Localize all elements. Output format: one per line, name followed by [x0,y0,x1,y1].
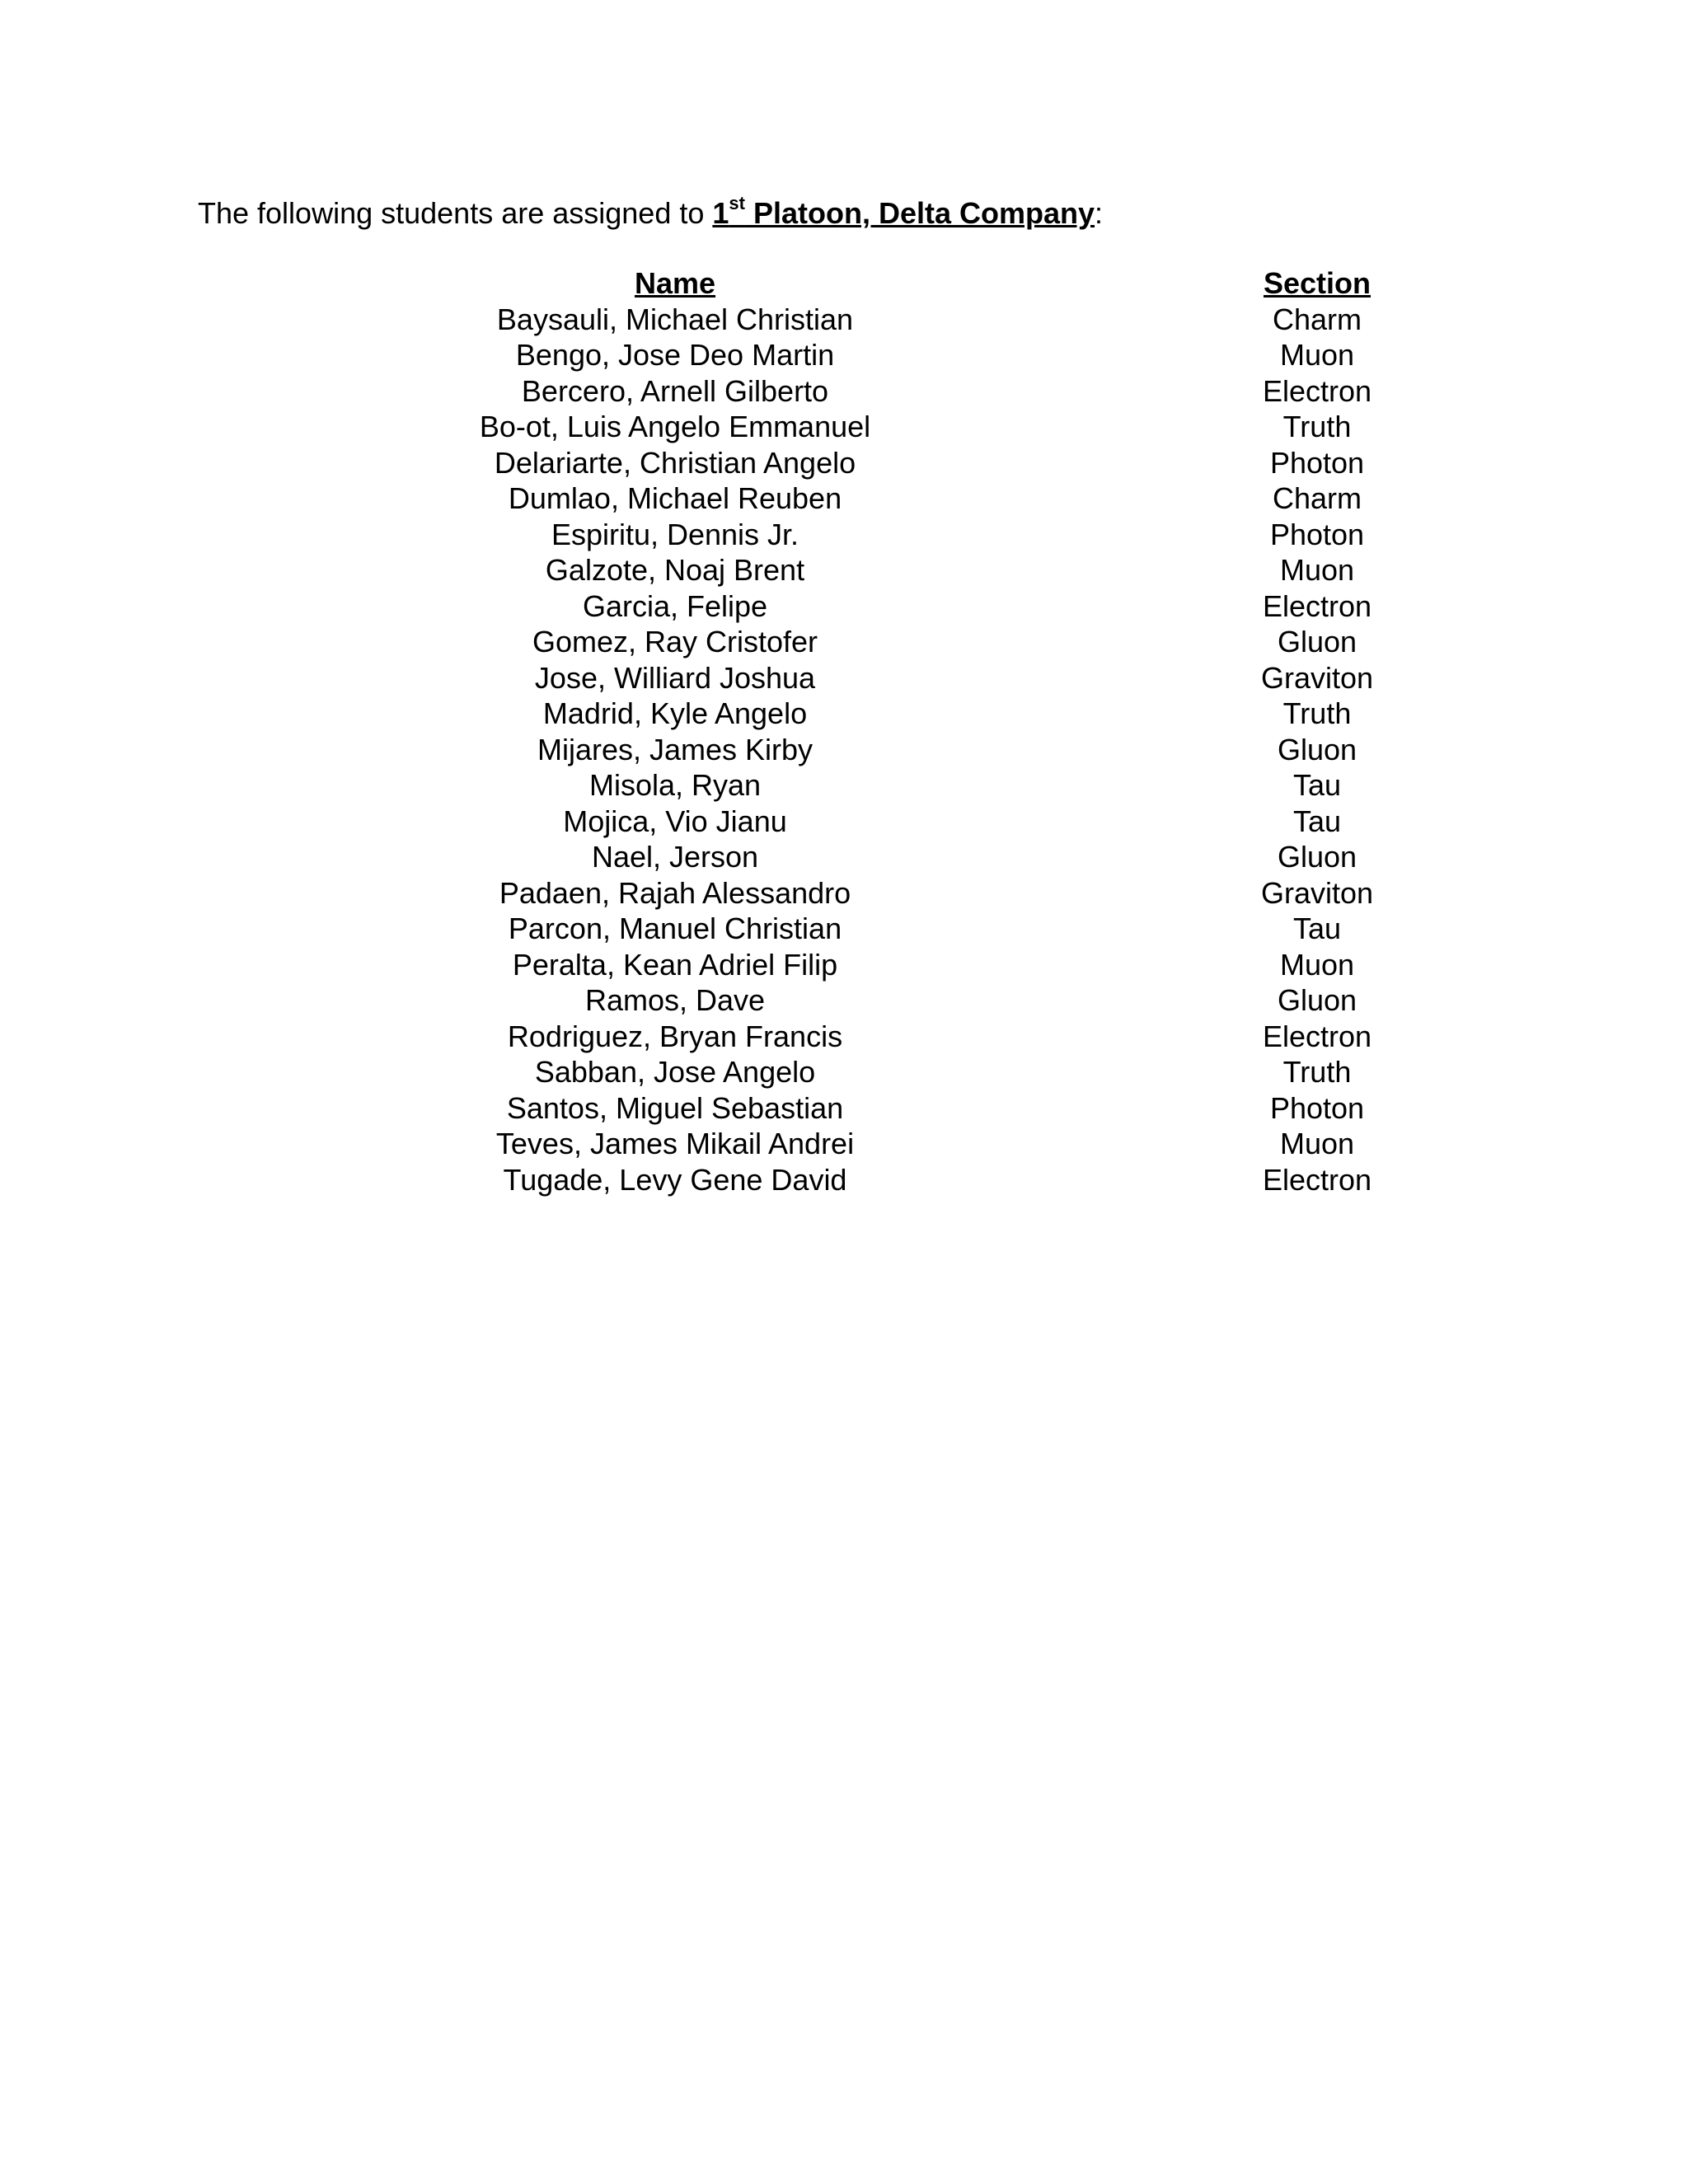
student-name: Santos, Miguel Sebastian [506,1090,844,1125]
roster-row [0,660,1688,696]
student-name: Nael, Jerson [591,840,759,874]
roster-row [0,1054,1688,1090]
roster-row [0,982,1688,1019]
roster-row [0,409,1688,445]
roster-row [0,875,1688,912]
roster-row [0,1126,1688,1162]
roster-row [0,696,1688,732]
ordinal-number: 1 [712,196,729,230]
student-name: Bercero, Arnell Gilberto [521,373,829,408]
roster-row [0,588,1688,625]
student-name: Sabban, Jose Angelo [534,1055,816,1089]
student-section: Electron [1262,588,1372,623]
student-section: Tau [1292,912,1342,945]
roster-row [0,480,1688,517]
roster-body [0,302,1688,1198]
roster-row [0,839,1688,875]
student-section: Photon [1269,1090,1365,1125]
student-name: Misola, Ryan [588,768,762,802]
student-section: Photon [1269,445,1365,480]
student-name: Bengo, Jose Deo Martin [515,338,835,372]
student-name: Mijares, James Kirby [537,732,814,766]
student-name: Jose, Williard Joshua [534,660,816,695]
student-section: Muon [1279,338,1355,372]
student-section: Graviton [1260,875,1374,910]
student-name: Espiritu, Dennis Jr. [551,517,799,551]
student-name: Garcia, Felipe [582,588,768,623]
student-section: Electron [1262,1162,1372,1197]
student-name: Gomez, Ray Cristofer [532,625,818,658]
roster-row [0,732,1688,768]
student-roster [0,265,1688,1197]
student-section: Electron [1262,373,1372,408]
unit-name: Platoon, Delta Company [744,196,1095,230]
student-section: Muon [1279,947,1355,982]
student-section: Gluon [1277,625,1357,658]
roster-row [0,911,1688,947]
student-section: Charm [1272,302,1362,336]
student-section: Tau [1292,804,1342,838]
assignment-unit [712,193,1095,230]
student-section: Truth [1282,1055,1352,1089]
student-section: Muon [1279,553,1355,587]
intro-prefix: The following students are assigned to [198,196,713,230]
roster-header-row [0,265,1688,302]
roster-row [0,767,1688,804]
student-section: Muon [1279,1127,1355,1160]
student-name: Teves, James Mikail Andrei [495,1127,855,1160]
student-name: Rodriguez, Bryan Francis [507,1019,843,1053]
student-section: Gluon [1277,840,1357,874]
roster-row [0,804,1688,840]
student-name: Bo-ot, Luis Angelo Emmanuel [479,410,871,443]
intro-sentence [198,193,1103,234]
student-name: Padaen, Rajah Alessandro [499,875,851,910]
student-section: Truth [1282,696,1352,730]
student-name: Peralta, Kean Adriel Filip [512,947,838,982]
student-section: Gluon [1277,983,1357,1017]
student-section: Tau [1292,768,1342,802]
student-section: Electron [1262,1019,1372,1053]
name-column-header: Name [634,266,716,300]
roster-row [0,302,1688,338]
roster-row [0,1019,1688,1055]
roster-row [0,373,1688,410]
roster-row [0,1090,1688,1127]
student-name: Madrid, Kyle Angelo [542,696,808,730]
student-name: Galzote, Noaj Brent [545,553,805,587]
student-name: Mojica, Vio Jianu [563,804,787,838]
student-section: Gluon [1277,732,1357,766]
student-section: Graviton [1260,660,1374,695]
roster-row [0,947,1688,983]
roster-row [0,552,1688,588]
roster-row [0,624,1688,660]
student-name: Tugade, Levy Gene David [503,1162,847,1197]
student-name: Parcon, Manuel Christian [508,912,842,945]
section-column-header: Section [1263,266,1372,300]
student-name: Delariarte, Christian Angelo [494,445,856,480]
student-section: Truth [1282,410,1352,443]
roster-row [0,517,1688,553]
student-section: Photon [1269,517,1365,551]
roster-row [0,445,1688,481]
roster-row [0,337,1688,373]
student-section: Charm [1272,481,1362,515]
student-name: Baysauli, Michael Christian [496,302,854,336]
student-name: Dumlao, Michael Reuben [508,481,842,515]
ordinal-suffix: st [729,193,745,213]
roster-row [0,1162,1688,1198]
intro-suffix: : [1095,196,1104,230]
student-name: Ramos, Dave [584,983,766,1017]
